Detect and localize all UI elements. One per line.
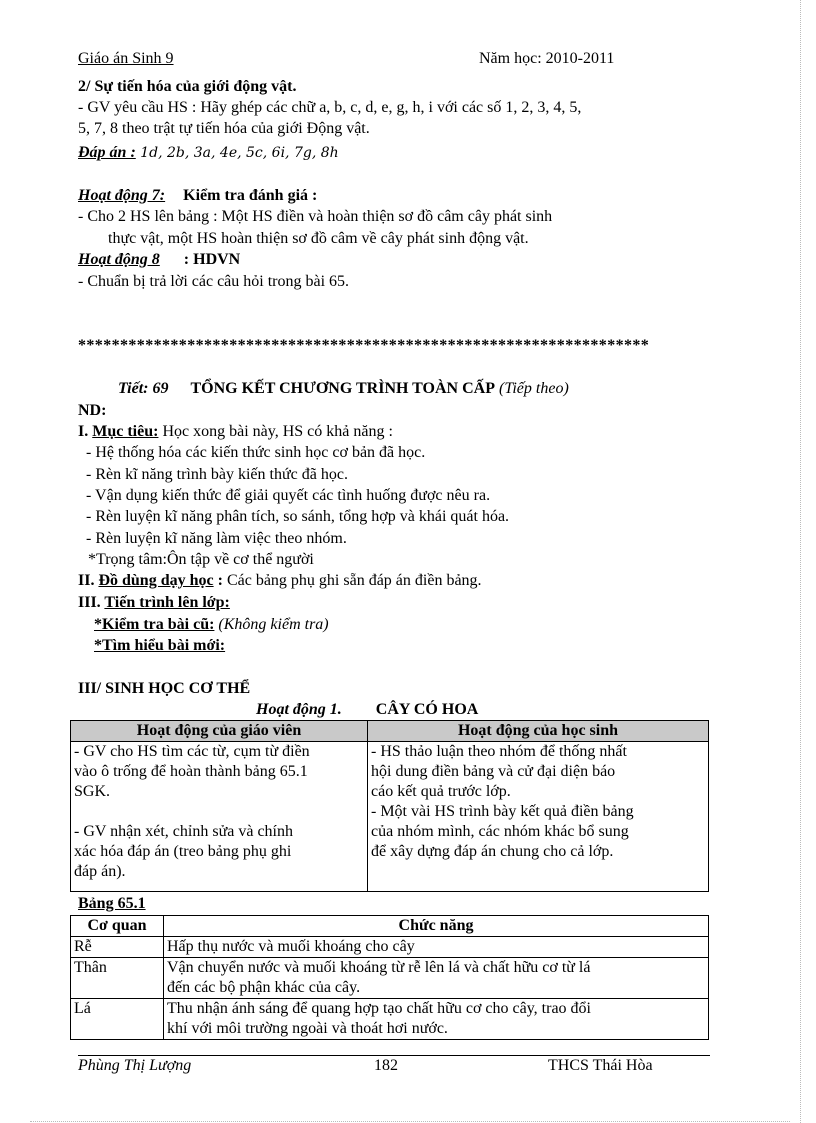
process-number: III. bbox=[78, 594, 105, 611]
objectives-label: Mục tiêu: bbox=[92, 423, 159, 440]
footer-school: THCS Thái Hòa bbox=[548, 1057, 653, 1074]
lesson-number: Tiết: 69 bbox=[118, 380, 169, 397]
check-label: *Kiểm tra bài cũ: bbox=[94, 616, 215, 633]
student-line: cáo kết quả trước lớp. bbox=[371, 783, 511, 800]
organ-cell: Thân bbox=[71, 958, 164, 999]
function-line: đến các bộ phận khác của cây. bbox=[167, 979, 361, 996]
tools-colon: : bbox=[213, 572, 223, 589]
footer-author: Phùng Thị Lượng bbox=[78, 1057, 192, 1074]
lesson-note: (Tiếp theo) bbox=[499, 380, 569, 397]
answer-text: 1d, 2b, 3a, 4e, 5c, 6i, 7g, 8h bbox=[135, 145, 339, 161]
activity7-line2: thực vật, một HS hoàn thiện sơ đồ câm về cây phát sinh động vật. bbox=[108, 230, 529, 247]
student-line: của nhóm mình, các nhóm khác bổ sung bbox=[371, 823, 629, 840]
page-header bbox=[78, 50, 710, 72]
tools-label: Đồ dùng dạy học bbox=[98, 572, 214, 589]
activity7-line1: - Cho 2 HS lên bảng : Một HS điền và hoàn thiện sơ đồ câm cây phát sinh bbox=[78, 208, 553, 225]
activity1-heading bbox=[256, 700, 478, 720]
teacher-cell bbox=[71, 742, 368, 892]
objectives-number: I. bbox=[78, 423, 93, 440]
part3-title: III/ SINH HỌC CƠ THỂ bbox=[78, 680, 251, 697]
activity8-label: Hoạt động 8 bbox=[78, 251, 160, 268]
objective-item: - Rèn kĩ năng trình bày kiến thức đã học. bbox=[86, 466, 348, 483]
nd-label: ND: bbox=[78, 402, 107, 419]
function-cell bbox=[164, 958, 709, 999]
teacher-line: đáp án). bbox=[74, 863, 126, 880]
activity7-title: Kiểm tra đánh giá : bbox=[183, 187, 318, 204]
tools-text: Các bảng phụ ghi sẵn đáp án điền bảng. bbox=[222, 572, 482, 589]
activity-table bbox=[70, 720, 709, 892]
activity8-title: : HDVN bbox=[183, 251, 241, 268]
table-caption: Bảng 65.1 bbox=[78, 895, 146, 912]
focus-line: *Trọng tâm:Ôn tập về cơ thể người bbox=[88, 551, 314, 568]
page-edge-guide-vertical bbox=[800, 0, 801, 1123]
function-line: Hấp thụ nước và muối khoáng cho cây bbox=[167, 938, 415, 955]
teacher-blank-line bbox=[74, 802, 364, 822]
function-line: Vận chuyển nước và muối khoáng từ rễ lên lá và chất hữu cơ từ lá bbox=[167, 959, 591, 976]
section2-line1: - GV yêu cầu HS : Hãy ghép các chữ a, b, c, d, e, g, h, i với các số 1, 2, 3, 4, 5, bbox=[78, 99, 582, 116]
function-cell bbox=[164, 937, 709, 958]
teacher-line: SGK. bbox=[74, 783, 111, 800]
function-header: Chức năng bbox=[164, 916, 709, 937]
function-cell bbox=[164, 999, 709, 1040]
activity1-label: Hoạt động 1. bbox=[256, 701, 342, 718]
organ-header: Cơ quan bbox=[71, 916, 164, 937]
teacher-line: xác hóa đáp án (treo bảng phụ ghi bbox=[74, 843, 292, 860]
answer-label: Đáp án : bbox=[78, 144, 136, 161]
activity8-line1: - Chuẩn bị trả lời các câu hỏi trong bài 65. bbox=[78, 273, 350, 290]
header-subject: Giáo án Sinh 9 bbox=[78, 50, 174, 67]
teacher-line: - GV cho HS tìm các từ, cụm từ điền bbox=[74, 743, 310, 760]
section2-line2: 5, 7, 8 theo trật tự tiến hóa của giới Động vật. bbox=[78, 120, 370, 137]
activity7-heading bbox=[78, 186, 317, 206]
new-lesson-label: *Tìm hiểu bài mới: bbox=[94, 637, 226, 654]
organ-table bbox=[70, 915, 709, 1040]
student-cell bbox=[368, 742, 709, 892]
student-line: hội dung điền bảng và cử đại diện báo bbox=[371, 763, 616, 780]
student-line: - Một vài HS trình bày kết quả điền bảng bbox=[371, 803, 634, 820]
activity1-title: CÂY CÓ HOA bbox=[375, 701, 479, 718]
lesson-title-line bbox=[118, 379, 569, 399]
answer-line bbox=[78, 143, 339, 163]
teacher-line: - GV nhận xét, chỉnh sửa và chính bbox=[74, 823, 293, 840]
lesson-title: TỔNG KẾT CHƯƠNG TRÌNH TOÀN CẤP bbox=[190, 380, 495, 397]
page-edge-guide bbox=[30, 1121, 790, 1122]
function-line: Thu nhận ánh sáng để quang hợp tạo chất hữu cơ cho cây, trao đổi bbox=[167, 1000, 591, 1017]
tools-number: II. bbox=[78, 572, 99, 589]
process-heading bbox=[78, 593, 230, 613]
function-line: khí với môi trường ngoài và thoát hơi nước. bbox=[167, 1020, 448, 1037]
objective-item: - Rèn luyện kĩ năng làm việc theo nhóm. bbox=[86, 530, 347, 547]
teacher-header: Hoạt động của giáo viên bbox=[71, 721, 368, 742]
header-year: Năm học: 2010-2011 bbox=[479, 50, 615, 67]
objectives-heading bbox=[78, 422, 393, 442]
student-line: để xây dựng đáp án chung cho cả lớp. bbox=[371, 843, 614, 860]
check-text: (Không kiểm tra) bbox=[214, 616, 329, 633]
student-header: Hoạt động của học sinh bbox=[368, 721, 709, 742]
page-footer bbox=[78, 1055, 710, 1078]
footer-page-number: 182 bbox=[374, 1057, 398, 1074]
objective-item: - Hệ thống hóa các kiến thức sinh học cơ bản đã học. bbox=[86, 444, 426, 461]
check-line bbox=[94, 615, 329, 635]
activity7-label: Hoạt động 7: bbox=[78, 187, 166, 204]
process-label: Tiến trình lên lớp: bbox=[104, 594, 230, 611]
teacher-line: vào ô trống để hoàn thành bảng 65.1 bbox=[74, 763, 308, 780]
separator-stars: ******************************************************************** bbox=[78, 337, 650, 354]
organ-cell: Rễ bbox=[71, 937, 164, 958]
section2-title: 2/ Sự tiến hóa của giới động vật. bbox=[78, 78, 297, 95]
objective-item: - Rèn luyện kĩ năng phân tích, so sánh, tổng hợp và khái quát hóa. bbox=[86, 508, 510, 525]
objectives-intro: Học xong bài này, HS có khả năng : bbox=[158, 423, 393, 440]
objective-item: - Vận dụng kiến thức để giải quyết các tình huống được nêu ra. bbox=[86, 487, 491, 504]
organ-cell: Lá bbox=[71, 999, 164, 1040]
student-line: - HS thảo luận theo nhóm để thống nhất bbox=[371, 743, 627, 760]
tools-line bbox=[78, 571, 482, 591]
activity8-heading bbox=[78, 250, 240, 270]
